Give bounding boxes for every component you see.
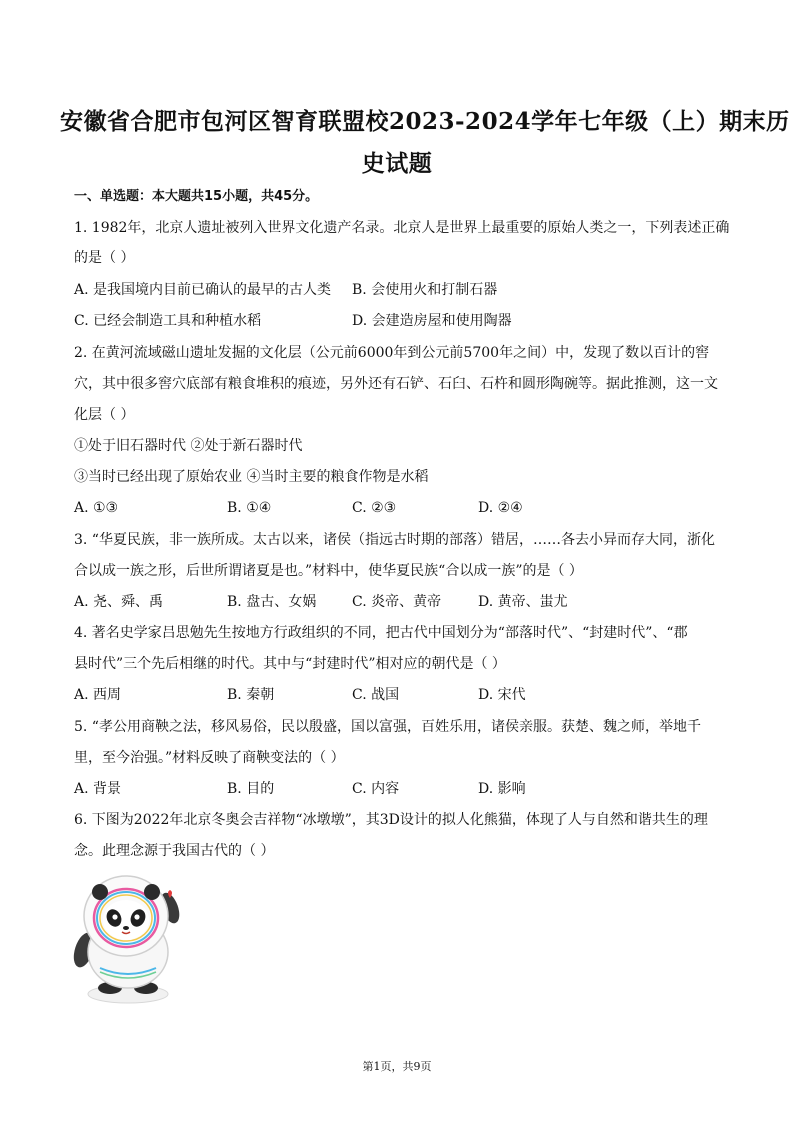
page-title: 安徽省合肥市包河区智育联盟校2023-2024学年七年级（上）期末历 [60, 108, 790, 135]
question-4-option-d: D. 宋代 [478, 687, 526, 703]
page-title-continued: 史试题 [361, 150, 433, 177]
question-3-option-b: B. 盘古、女娲 [227, 594, 317, 610]
question-4-option-b: B. 秦朝 [227, 687, 275, 703]
question-5-option-d: D. 影响 [478, 781, 526, 797]
question-2-option-c: C. ②③ [352, 500, 397, 516]
question-5-option-a: A. 背景 [74, 781, 122, 797]
question-1-option-d: D. 会建造房屋和使用陶器 [352, 313, 512, 329]
question-4-text: 县时代”三个先后相继的时代。其中与“封建时代”相对应的朝代是（ ） [74, 656, 506, 672]
question-3-text: 合以成一族之形，后世所谓诸夏是也。”材料中，使华夏民族“合以成一族”的是（ ） [74, 563, 583, 579]
question-3-option-d: D. 黄帝、蚩尤 [478, 594, 568, 610]
question-5-option-c: C. 内容 [352, 781, 400, 797]
question-1-text: 的是（ ） [74, 250, 135, 266]
question-2-option-a: A. ①③ [74, 500, 119, 516]
question-2-option-b: B. ①④ [227, 500, 272, 516]
question-5-text: 5. “孝公用商鞅之法，移风易俗，民以殷盛，国以富强，百姓乐用，诸侯亲服。获楚、魏之师，举地千 [74, 719, 701, 735]
question-4-option-c: C. 战国 [352, 687, 400, 703]
question-5-text: 里，至今治强。”材料反映了商鞅变法的（ ） [74, 750, 345, 766]
section-heading: 一、单选题：本大题共15小题，共45分。 [74, 189, 319, 204]
question-3-option-c: C. 炎帝、黄帝 [352, 594, 442, 610]
question-5-option-b: B. 目的 [227, 781, 275, 797]
question-2-statement: ①处于旧石器时代 ②处于新石器时代 [74, 438, 303, 454]
question-2-text: 化层（ ） [74, 407, 135, 423]
question-2-text: 2. 在黄河流域磁山遗址发掘的文化层（公元前6000年到公元前5700年之间）中，发现了数以百计的窖 [74, 345, 710, 361]
question-4-text: 4. 著名史学家吕思勉先生按地方行政组织的不同，把古代中国划分为“部落时代”、“封建时代”、“郡 [74, 625, 688, 641]
question-3-text: 3. “华夏民族，非一族所成。太古以来，诸侯（指远古时期的部落）错居，……各去小异而存大同，浙化 [74, 532, 715, 548]
question-2-text: 穴，其中很多窖穴底部有粮食堆积的痕迹，另外还有石铲、石臼、石杵和圆形陶碗等。据此推测，这一文 [74, 376, 718, 392]
question-1-option-b: B. 会使用火和打制石器 [352, 282, 498, 298]
question-6-text: 6. 下图为2022年北京冬奥会吉祥物“冰墩墩”，其3D设计的拟人化熊猫，体现了人与自然和谐共生的理 [74, 812, 708, 828]
question-2-statement: ③当时已经出现了原始农业 ④当时主要的粮食作物是水稻 [74, 469, 429, 485]
question-2-option-d: D. ②④ [478, 500, 523, 516]
question-6-text: 念。此理念源于我国古代的（ ） [74, 843, 275, 859]
question-1-option-a: A. 是我国境内目前已确认的最早的古人类 [74, 282, 332, 298]
page-footer: 第1页，共9页 [362, 1060, 432, 1073]
question-1-option-c: C. 已经会制造工具和种植水稻 [74, 313, 262, 329]
question-4-option-a: A. 西周 [74, 687, 122, 703]
question-3-option-a: A. 尧、舜、禹 [74, 594, 164, 610]
mascot-illustration [70, 868, 182, 1006]
question-1-text: 1. 1982年，北京人遗址被列入世界文化遗产名录。北京人是世界上最重要的原始人类之一，下列表述正确 [74, 220, 730, 236]
